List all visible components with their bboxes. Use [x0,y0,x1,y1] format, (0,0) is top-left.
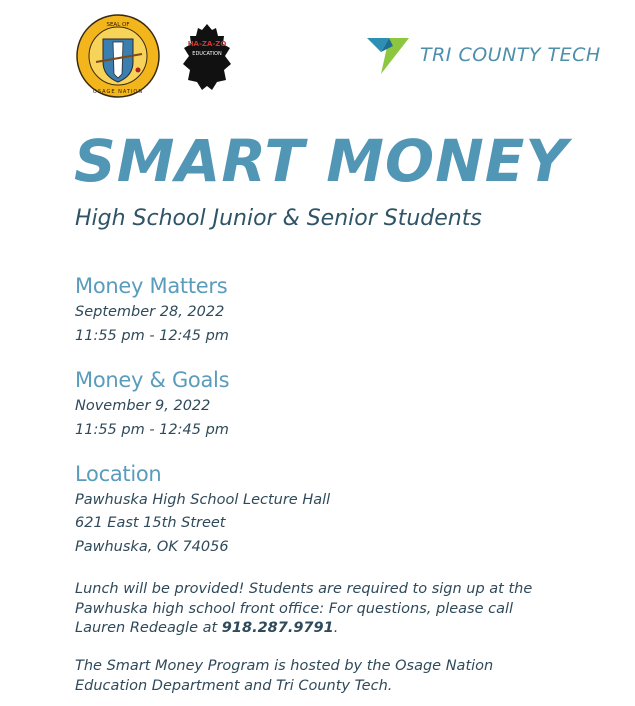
location-city: Pawhuska, OK 74056 [75,539,229,555]
session-heading-money-matters: Money Matters [75,274,228,298]
lunch-notice-line: Lunch will be provided! Students are required to sign up at the [75,581,533,597]
page-subtitle: High School Junior & Senior Students [75,206,482,231]
contact-prefix: Lauren Redeagle at [75,620,222,636]
contact-suffix: . [333,620,339,636]
session-date: November 9, 2022 [75,398,211,414]
tri-county-tech-name: TRI COUNTY TECH [420,44,601,66]
education-arrowhead-logo [182,24,232,92]
lunch-notice-line [75,619,532,639]
host-note-line: Education Department and Tri County Tech. [75,677,393,694]
education-mark-line2: EDUCATION [192,51,222,57]
session-time: 11:55 pm - 12:45 pm [75,422,229,438]
seal-text-bottom: OSAGE NATION [92,89,144,95]
location-heading: Location [75,462,162,486]
lunch-notice [75,580,532,639]
session-date: September 28, 2022 [75,304,225,320]
education-mark-line1: HA-ZA-ZO [187,40,227,48]
osage-nation-seal-logo [76,14,160,98]
tri-county-tech-logo-icon [367,36,409,76]
location-venue: Pawhuska High School Lecture Hall [75,492,331,508]
seal-text-top: SEAL OF [106,22,130,28]
session-time: 11:55 pm - 12:45 pm [75,328,229,344]
lunch-notice-line: Pawhuska high school front office: For questions, please call [75,600,514,617]
program-host-note [75,657,493,696]
location-street: 621 East 15th Street [75,515,226,531]
session-heading-money-goals: Money & Goals [75,368,230,392]
page-title: SMART MONEY [74,127,569,195]
host-note-line: The Smart Money Program is hosted by the Osage Nation [75,658,494,674]
contact-phone: 918.287.9791 [221,620,334,636]
